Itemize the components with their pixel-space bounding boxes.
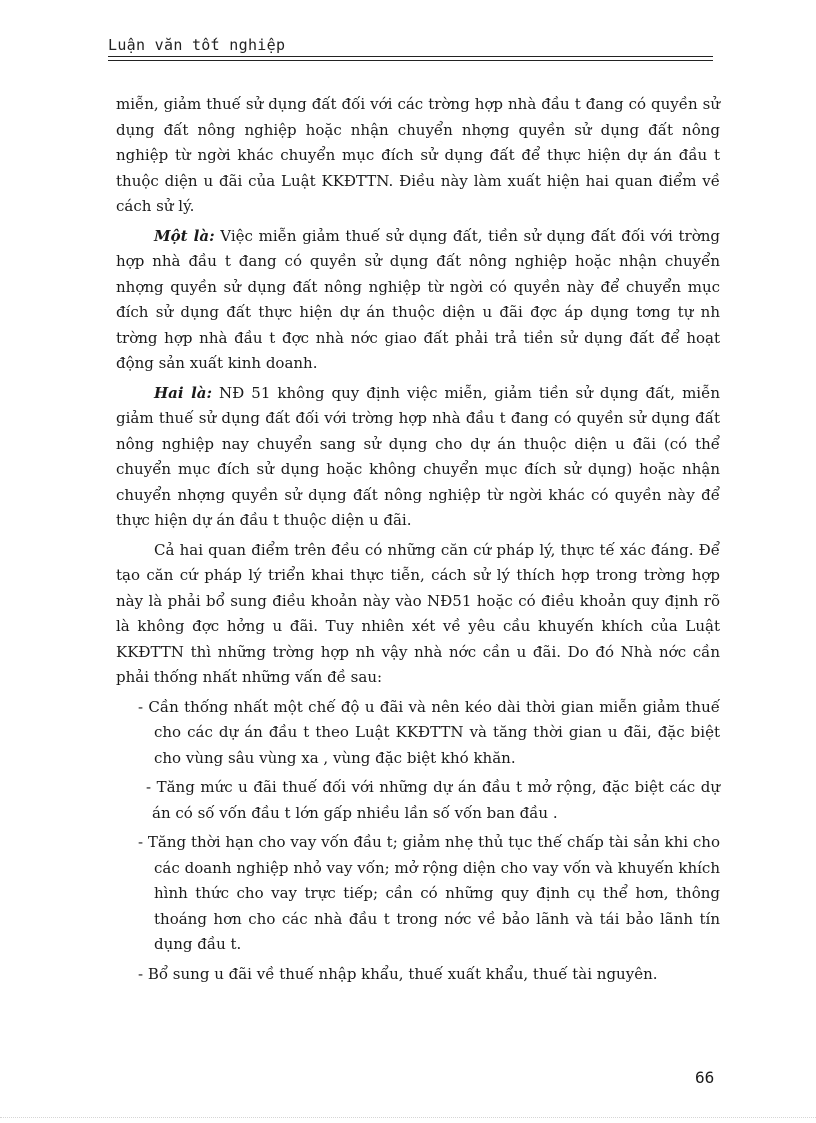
page-number: 66 [695,1068,715,1087]
paragraph-2-lead: Một là: [154,226,215,245]
paragraph-2 [116,224,720,377]
bottom-dotted-rule [0,1117,816,1118]
paragraph-2-body: Việc miễn giảm thuế sử dụng đất, tiền sử dụng đất đối với trờng hợp nhà đầu t đang có quyền sử dụng đất nông nghiệp hoặc nhận chuyển nhợng quyền sử dụng đất nông nghiệp từ ngời có quyền này để chuyển mục đích sử dụng đất thực hiện dự án thuộc diện u đãi đợc áp dụng tơng tự nh trờng hợp nhà đầu t đợc nhà nớc giao đất phải trả tiền sử dụng đất để hoạt động sản xuất kinh doanh. [116,226,720,372]
body-text [116,92,720,991]
header-rule-thin [108,60,713,61]
paragraph-1: miễn, giảm thuế sử dụng đất đối với các trờng hợp nhà đầu t đang có quyền sử dụng đất nông nghiệp hoặc nhận chuyển nhợng quyền sử dụng đất nông nghiệp từ ngời khác chuyển mục đích sử dụng đất để thực hiện dự án đầu t thuộc diện u đãi của Luật KKĐTTN. Điều này làm xuất hiện hai quan điểm về cách sử lý. [116,95,720,215]
running-header [108,36,713,54]
header-title: Luận văn tốt nghiệp [108,36,286,54]
bullet-item-3: - Tăng thời hạn cho vay vốn đầu t; giảm nhẹ thủ tục thế chấp tài sản khi cho các doanh nghiệp nhỏ vay vốn; mở rộng diện cho vay vốn và khuyến khích hình thức cho vay trực tiếp; cần có những quy định cụ thể hơn, thông thoáng hơn cho các nhà đầu t trong nớc về bảo lãnh và tái bảo lãnh tín dụng đầu t. [138,833,720,953]
paragraph-3-body: NĐ 51 không quy định việc miễn, giảm tiền sử dụng đất, miễn giảm thuế sử dụng đất đối với trờng hợp nhà đầu t đang có quyền sử dụng đất nông nghiệp nay chuyển sang sử dụng cho dự án thuộc diện u đãi (có thể chuyển mục đích sử dụng hoặc không chuyển mục đích sử dụng) hoặc nhận chuyển nhợng quyền sử dụng đất nông nghiệp từ ngời khác có quyền này để thực hiện dự án đầu t thuộc diện u đãi. [116,383,720,529]
header-rule-thick [108,56,713,57]
bullet-item-1: - Cần thống nhất một chế độ u đãi và nên kéo dài thời gian miễn giảm thuế cho các dự án đầu t theo Luật KKĐTTN và tăng thời gian u đãi, đặc biệt cho vùng sâu vùng xa , vùng đặc biệt khó khăn. [138,697,720,767]
bullet-item-4: - Bổ sung u đãi về thuế nhập khẩu, thuế xuất khẩu, thuế tài nguyên. [138,964,658,983]
paragraph-3-lead: Hai là: [154,383,213,402]
paragraph-4: Cả hai quan điểm trên đều có những căn cứ pháp lý, thực tế xác đáng. Để tạo căn cứ pháp lý triển khai thực tiễn, cách sử lý thích hợp trong trờng hợp này là phải bổ sung điều khoản này vào NĐ51 hoặc có điều khoản quy định rõ là không đợc hởng u đãi. Tuy nhiên xét về yêu cầu khuyến khích của Luật KKĐTTN thì những trờng hợp nh vậy nhà nớc cần u đãi. Do đó Nhà nớc cần phải thống nhất những vấn đề sau: [116,540,720,686]
bullet-item-2: - Tăng mức u đãi thuế đối với những dự án đầu t mở rộng, đặc biệt các dự án có số vốn đầu t lớn gấp nhiều lần số vốn ban đầu . [146,778,720,822]
paragraph-3 [116,381,720,534]
